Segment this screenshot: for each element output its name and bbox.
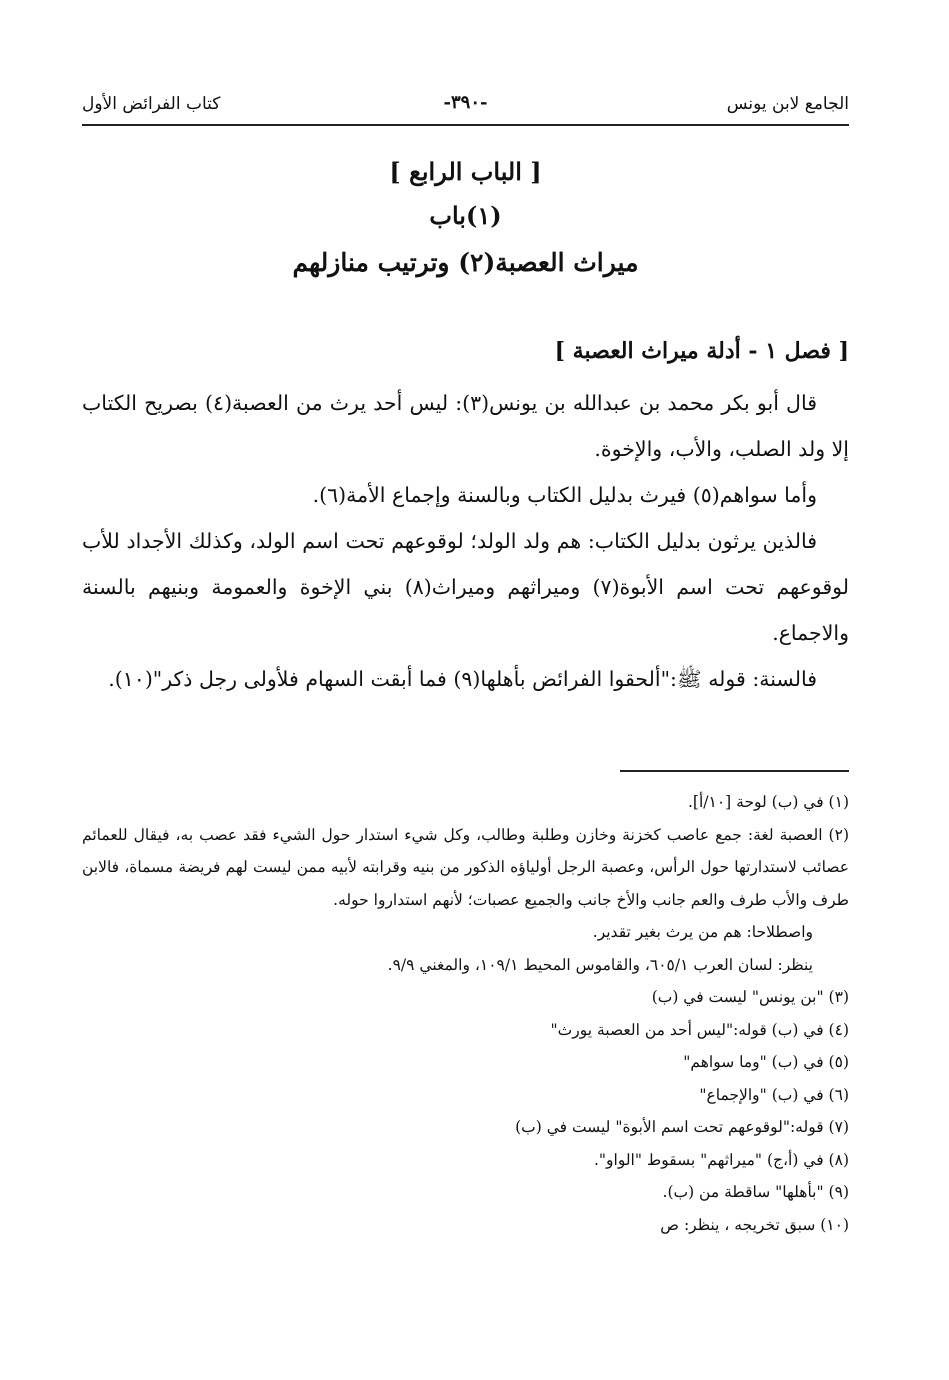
footnote: (٤) في (ب) قوله:"ليس أحد من العصبة يورث": [550, 1020, 849, 1039]
footnote: (٦) في (ب) "والإجماع": [699, 1085, 849, 1104]
paragraph: فالسنة: قوله ﷺ:"ألحقوا الفرائض بأهلها(٩) فما أبقت السهام فلأولى رجل ذكر"(١٠).: [108, 667, 817, 691]
footnote-continuation: ينظر: لسان العرب ٦٠٥/١، والقاموس المحيط ١٠٩/١، والمغني ٩/٩.: [387, 955, 813, 974]
section-heading: [ فصل ١ - أدلة ميراث العصبة ]: [554, 338, 849, 364]
header-section-title: كتاب الفرائض الأول: [82, 94, 221, 114]
footnotes: [82, 786, 849, 1241]
running-header: [82, 88, 849, 126]
paragraph: فالذين يرثون بدليل الكتاب: هم ولد الولد؛ لوقوعهم تحت اسم الولد، وكذلك الأجداد للأب لوقوعهم تحت اسم الأبوة(٧) وميراثهم وميراث(٨) بني الإخوة والعمومة وبنيهم بالسنة والاجماع.: [82, 529, 849, 645]
footnote: (٢) العصبة لغة: جمع عاصب كخزنة وخازن وطلبة وطالب، وكل شيء استدار حول الشيء فقد عصب به، فيقال للعمائم عصائب لاستدارتها حول الرأس، وعصبة الرجل أولياؤه الذكور من بنيه وقرابته لأبيه ممن ليست لهم فريضة مسماة، فالابن طرف والأب طرف والعم جانب والأخ جانب والجميع عصبات؛ لأنهم استداروا حوله.: [82, 825, 849, 909]
footnote: (٥) في (ب) "وما سواهم": [683, 1053, 849, 1071]
main-text: [82, 380, 849, 702]
footnote: (٣) "بن يونس" ليست في (ب): [651, 988, 849, 1006]
chapter-heading: [ الباب الرابع ]: [389, 157, 542, 186]
page-number: -٣٩٠-: [443, 92, 488, 113]
footnote: (٨) في (أ،ج) "ميراثهم" بسقوط "الواو".: [593, 1150, 849, 1169]
header-book-title: الجامع لابن يونس: [726, 94, 849, 114]
footnote-continuation: واصطلاحا: هم من يرث بغير تقدير.: [592, 923, 813, 941]
bab-heading: (١)باب: [429, 201, 502, 230]
footnote: (٩) "بأهلها" ساقطة من (ب).: [662, 1183, 849, 1201]
chapter-headings: [82, 150, 849, 288]
footnote-divider: [620, 770, 849, 772]
footnote: (١٠) سبق تخريجه ، ينظر: ص: [660, 1215, 849, 1234]
footnote: (١) في (ب) لوحة [١٠/أ].: [687, 793, 849, 811]
paragraph: وأما سواهم(٥) فيرث بدليل الكتاب وبالسنة وإجماع الأمة(٦).: [312, 483, 817, 507]
bab-title: ميراث العصبة(٢) وترتيب منازلهم: [292, 248, 639, 277]
paragraph: قال أبو بكر محمد بن عبدالله بن يونس(٣): ليس أحد يرث من العصبة(٤) بصريح الكتاب إلا ولد الصلب، والأب، والإخوة.: [82, 391, 849, 461]
footnote: (٧) قوله:"لوقوعهم تحت اسم الأبوة" ليست في (ب): [515, 1118, 849, 1136]
